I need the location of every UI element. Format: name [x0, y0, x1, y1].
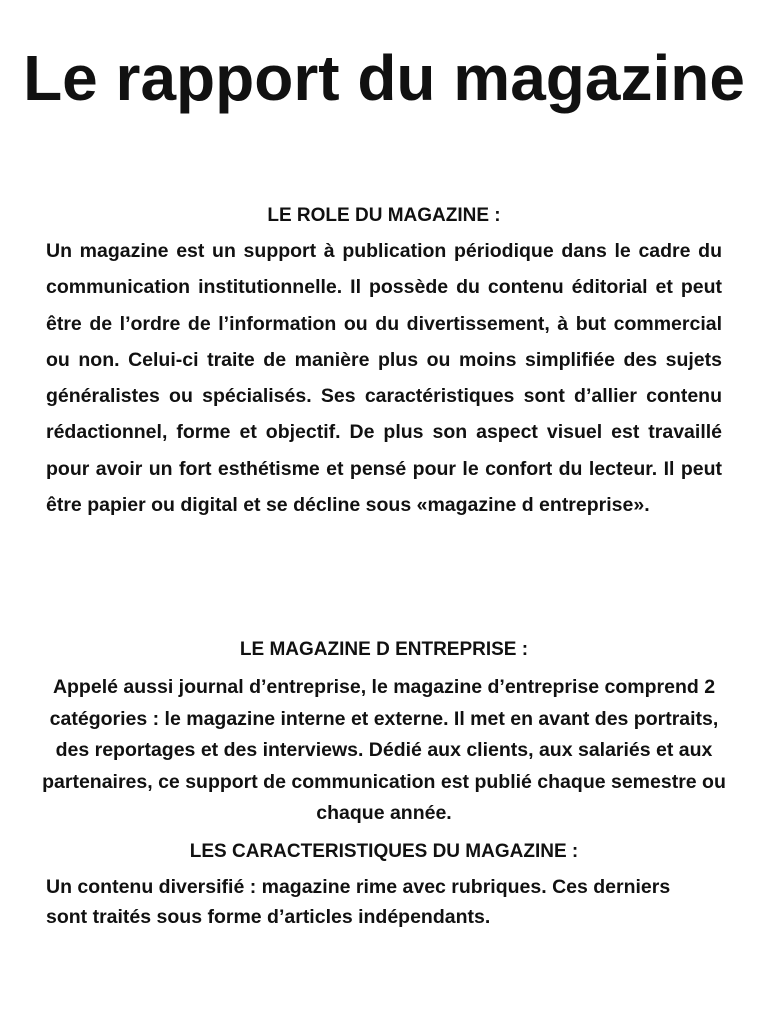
section-heading-caracteristiques: LES CARACTERISTIQUES DU MAGAZINE :: [189, 841, 579, 862]
section-body-role: Un magazine est un support à publication périodique dans le cadre du communication institutionnelle. Il possède du contenu éditorial et peut être de l’ordre de l’information ou du divertissement, à but commercial ou non. Celui-ci traite de manière plus ou moins simplifiée des sujets généralistes ou spécialisés. Ses caractéristiques sont d’allier contenu rédactionnel, forme et objectif. De plus son aspect visuel est travaillé pour avoir un fort esthétisme et pensé pour le confort du lecteur. Il peut être papier ou digital et se décline sous «magazine d entreprise».: [46, 240, 722, 517]
section-body-entreprise: Appelé aussi journal d’entreprise, le magazine d’entreprise comprend 2 catégories : le magazine interne et externe. Il met en avant des portraits, des reportages et des interviews. Dédié aux clients, aux salariés et aux partenaires, ce support de communication est publié chaque semestre ou chaque année.: [42, 676, 726, 825]
section-heading-entreprise: LE MAGAZINE D ENTREPRISE :: [239, 639, 529, 660]
section-heading-role: LE ROLE DU MAGAZINE :: [267, 205, 501, 226]
document-title: Le rapport du magazine: [23, 42, 745, 114]
section-body-caracteristiques: Un contenu diversifié : magazine rime avec rubriques. Ces derniers sont traités sous forme d’articles indépendants.: [46, 876, 671, 928]
